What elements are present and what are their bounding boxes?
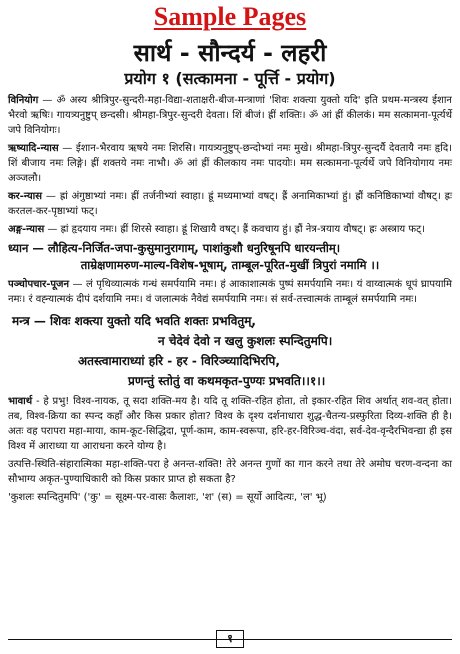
panchopachara-text: — लं पृथिव्यात्मकं गन्धं समर्पयामि नमः। हं आकाशात्मकं पुष्पं समर्पयामि नमः। यं वाय्वात्मकं धूपं घ्रापयामि नमः। रं वह्न्यात्मकं दीपं दर्शयामि नमः। वं जलात्मकं नैवेद्यं समर्पयामि नमः। सं सर्व-तत्त्वात्मकं ताम्बूलं समर्पयामि नमः।: [8, 279, 452, 305]
bhavartha-paragraph: [8, 394, 452, 454]
mantra-line-1: — शिवः शक्त्या युक्तो यदि भवति शक्तः प्रभवितुम्,: [29, 314, 256, 328]
viniyoga-text: — ॐ अस्य श्रीत्रिपुर-सुन्दरी-महा-विद्या-शताक्षरी-बीज-मन्त्राणां 'शिवः शक्त्या युक्तो यदि' इति प्रथम-मन्त्रस्य ईशान भैरवो ऋषिः। गायत्र्यनुष्टुप् छन्दसी। श्रीमहा-त्रिपुर-सुन्दरी देवता। शिं बीजं। ह्रीं शक्तिः। ॐ आं ह्रीं कीलकं। मम सत्कामना-पूर्त्यर्थे जपे विनियोगः।: [8, 95, 452, 136]
kar-nyasa-paragraph: [8, 189, 452, 219]
mantra-block: [8, 311, 452, 391]
panchopachara-paragraph: [8, 277, 452, 307]
page-number: १: [216, 630, 244, 648]
anga-text: — ह्रां हृदयाय नमः। ह्रीं शिरसे स्वाहा। ह्रूं शिखायै वषट्। ह्रैं कवचाय हुं। ह्रौं नेत्र-त्रयाय वौषट्। ह्रः अस्त्राय फट्।: [44, 224, 425, 235]
viniyoga-paragraph: [8, 93, 452, 138]
dhyana-line-2: ताम्रेक्षणामरुण-माल्य-विशेष-भूषाम्, ताम्बूल-पूरित-मुखीं त्रिपुरां नमामि ।।: [80, 258, 380, 272]
rishyadi-label: ऋष्यादि-न्यास: [8, 143, 59, 154]
bhavartha-text: - हे प्रभु! विश्व-नायक, तू सदा शक्ति-मय है। यदि तू शक्ति-रहित होता, तो इकार-रहित शिव अर्थात् शव-वत् होता। तब, विश्व-क्रिया का स्पन्द कहाँ और किस प्रकार होता? विश्व के दृश्य दर्शनाधारा शुद्ध-चैतन्य-प्रस्फुरिता दिव्य-शक्ति ही है। अतः वह परापरा महा-माया, काम-कूट-सिद्धिदा, पूर्ण-काम, काम-स्वरूपा, हरि-हर-विरिञ्च-वंदा, सर्व-देव-वृन्दैरभिवन्द्या ही इस विश्व में आराध्या या आराधना करने योग्य है।: [8, 396, 452, 452]
anga-label: अङ्ग-न्यास: [8, 224, 45, 235]
dhyana-block: [8, 240, 452, 274]
panchopachara-label: पञ्चोपचार-पूजन: [8, 279, 70, 290]
mantra-line-3: अतस्त्वामाराध्यां हरि - हर - विरिञ्च्यादिभिरपि,: [78, 354, 280, 368]
page-title: सार्थ - सौन्दर्य - लहरी: [133, 39, 327, 67]
rishyadi-nyasa-paragraph: [8, 141, 452, 186]
kushala-paragraph: 'कुशलः स्पन्दितुमपि' ('कु' = सूक्ष्म-पर-वासः कैलाशः, 'श' (स) = सूर्यो आदित्यः, 'ल' भू): [8, 492, 327, 503]
mantra-label: मन्त्र: [12, 314, 30, 328]
mantra-line-4: प्रणन्तुं स्तोतुं वा कथमकृत-पुण्यः प्रभवति।।१।।: [128, 374, 326, 388]
mantra-line-2: न चेदेवं देवो न खलु कुशलः स्पन्दितुमपि।: [158, 334, 333, 348]
dhyana-label: ध्यान: [8, 241, 29, 255]
rishyadi-text: — ईशान-भैरवाय ऋषये नमः शिरसि। गायत्र्यनुष्टुप्-छन्दोभ्यां नमः मुखे। श्रीमहा-त्रिपुर-सुन्दर्यै देवतायै नमः हृदि। शिं बीजाय नमः लिङ्गे। ह्रीं शक्तये नमः नाभौ। ॐ आं ह्रीं कीलकाय नमः पादयोः। मम सत्कामना-पूर्त्यर्थे जपे विनियोगाय नमः अञ्जलौ।: [8, 143, 452, 184]
page-subtitle: प्रयोग १ (सत्कामना - पूर्त्ति - प्रयोग): [124, 69, 336, 88]
anga-nyasa-paragraph: [8, 222, 452, 237]
bhavartha-label: भावार्थ: [8, 396, 33, 407]
dhyana-line-1: — लौहित्य-निर्जित-जपा-कुसुमानुरागाम्, पाशांकुशौ धनुरिषूनपि धारयन्तीम्।: [28, 241, 341, 255]
viniyoga-label: विनियोग: [8, 95, 39, 106]
kar-text: — ह्रां अंगुष्ठाभ्यां नमः। ह्रीं तर्जनीभ्यां स्वाहा। ह्रूं मध्यमाभ्यां वषट्। ह्रैं अनामिकाभ्यां हुं। ह्रौं कनिष्ठिकाभ्यां वौषट्। ह्रः करतल-कर-पृष्ठाभ्यां फट्।: [8, 191, 452, 217]
utpatti-paragraph: उत्पत्ति-स्थिति-संहारात्मिका महा-शक्ति-परा हे अनन्त-शक्ति! तेरे अनन्त गुणों का गान करने तथा तेरे अमोघ चरण-वन्दना का सौभाग्य अकृत-पुण्याधिकारी को किस प्रकार प्राप्त हो सकता है?: [8, 459, 452, 485]
sample-pages-banner: Sample Pages: [153, 2, 307, 31]
kar-label: कर-न्यास: [8, 191, 43, 202]
document-page: [0, 2, 460, 654]
